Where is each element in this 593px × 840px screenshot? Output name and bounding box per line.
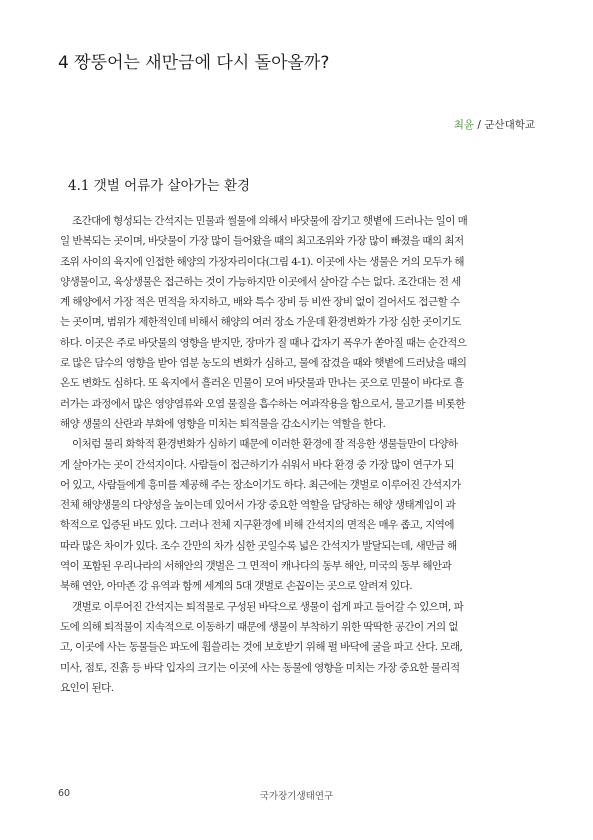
body-line: 이처럼 물리 화학적 환경변화가 심하기 때문에 이러한 환경에 잘 적응한 생물들만이 다양하 [72, 438, 458, 451]
body-line: 역이 포함된 우리나라의 서해안의 갯벌은 그 면적이 캐나다의 동부 해안, 미국의 동부 해안과 [60, 560, 452, 573]
body-line: 따라 많은 차이가 있다. 조수 간만의 차가 심한 곳일수록 넓은 간석지가 발달되는데, 새만금 해 [60, 539, 457, 552]
body-line: 일 반복되는 곳이며, 바닷물이 가장 많이 들어왔을 때의 최고조위와 가장 많이 빠졌을 때의 최저 [60, 235, 464, 248]
body-line: 조위 사이의 육지에 인접한 해양의 가장자리이다(그림 4-1). 이곳에 사는 생물은 거의 모두가 해 [60, 255, 464, 268]
section-title: 4.1 갯벌 어류가 살아가는 환경 [68, 178, 251, 194]
body-line: 양생물이고, 육상생물은 접근하는 것이 가능하지만 이곳에서 살아갈 수는 없다. 조간대는 전 세 [60, 275, 461, 288]
body-line: 로 많은 담수의 영향을 받아 염분 농도의 변화가 심하고, 물에 잠겼을 때와 햇볕에 드러났을 때의 [60, 357, 467, 370]
body-line: 갯벌로 이루어진 간석지는 퇴적물로 구성된 바닥으로 생물이 쉽게 파고 들어갈 수 있으며, 파 [72, 600, 464, 613]
author-separator: / [474, 119, 485, 131]
chapter-title: 4 짱뚱어는 새만금에 다시 돌아올까? [58, 53, 330, 73]
body-line: 러가는 과정에서 많은 영양염류와 오염 물질을 흡수하는 여과작용을 함으로서, 물고기를 비롯한 [60, 397, 465, 410]
body-line: 게 살아가는 곳이 간석지이다. 사람들이 접근하기가 쉬워서 바다 환경 중 가장 많이 연구가 되 [60, 458, 454, 471]
body-line: 미사, 점토, 진흙 등 바닥 입자의 크기는 이곳에 사는 동물에 영향을 미치는 가장 중요한 물리적 [60, 661, 460, 674]
body-line: 계 해양에서 가장 적은 면적을 차지하고, 배와 특수 장비 등 비싼 장비 없이 걸어서도 접근할 수 [60, 296, 460, 309]
body-line: 어 있고, 사람들에게 흥미를 제공해 주는 장소이기도 하다. 최근에는 갯벌로 이루어진 간석지가 [60, 478, 461, 491]
body-line: 하다. 이곳은 주로 바닷물의 영향을 받지만, 장마가 질 때나 갑자기 폭우가 쏟아질 때는 순간적으 [60, 336, 467, 349]
body-line: 해양 생물의 산란과 부화에 영향을 미치는 퇴적물을 감소시키는 역할을 한다. [60, 417, 386, 430]
body-text [60, 211, 528, 698]
body-line: 북해 연안, 아마존 강 유역과 함께 세계의 5대 갯벌로 손꼽이는 곳으로 알려져 있다. [60, 580, 413, 593]
body-line: 전체 해양생물의 다양성을 높이는데 있어서 가장 중요한 역할을 담당하는 해양 생태계임이 과 [60, 499, 456, 512]
author-credit [454, 118, 535, 132]
body-line: 는 곳이며, 범위가 제한적인데 비해서 해양의 여러 장소 가운데 환경변화가 가장 심한 곳이기도 [60, 316, 461, 329]
body-line: 온도 변화도 심하다. 또 육지에서 흘러온 민물이 모여 바닷물과 만나는 곳으로 민물이 바다로 흘 [60, 377, 464, 390]
body-line: 요인이 된다. [60, 681, 114, 694]
body-line: 고, 이곳에 사는 동물들은 파도에 휩쓸리는 것에 보호받기 위해 펄 바닥에 굴을 파고 산다. 모래, [60, 641, 463, 654]
body-line: 조간대에 형성되는 간석지는 민물과 썰물에 의해서 바닷물에 잠기고 햇볕에 드러나는 일이 매 [72, 215, 468, 227]
body-line: 학적으로 입증된 바도 있다. 그러나 전체 지구환경에 비해 간석지의 면적은 매우 좁고, 지역에 [60, 519, 454, 532]
publication-name: 국가장기생태연구 [259, 791, 334, 802]
author-name: 최윤 [453, 119, 475, 131]
author-affiliation: 군산대학교 [484, 119, 535, 131]
body-line: 도에 의해 퇴적물이 지속적으로 이동하기 때문에 생물이 부착하기 위한 딱딱한 공간이 거의 없 [60, 620, 458, 633]
page-number: 60 [58, 788, 71, 799]
